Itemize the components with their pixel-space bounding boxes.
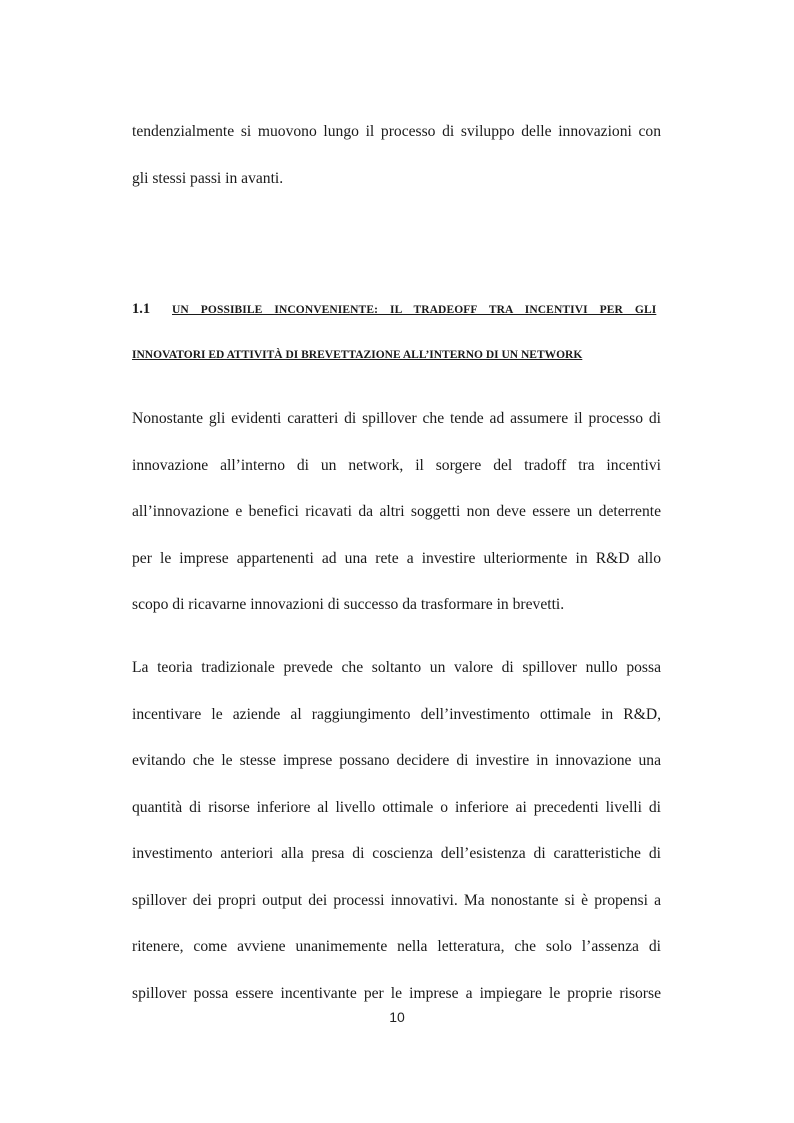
text-line: innovazione all’interno di un network, il sorgere del tradoff tra incentivi xyxy=(132,456,661,474)
page-number: 10 xyxy=(389,1009,405,1025)
text-line: quantità di risorse inferiore al livello ottimale o inferiore ai precedenti livelli di xyxy=(132,798,661,816)
section-number: 1.1 xyxy=(132,301,151,317)
text-line: tendenzialmente si muovono lungo il processo di sviluppo delle innovazioni con xyxy=(132,123,661,140)
text-line: all’innovazione e benefici ricavati da altri soggetti non deve essere un deterrente xyxy=(132,503,661,520)
text-line: spillover possa essere incentivante per le imprese a impiegare le proprie risorse xyxy=(132,984,661,1002)
section-title-line2: INNOVATORI ED ATTIVITÀ DI BREVETTAZIONE ALL’INTERNO DI UN NETWORK xyxy=(132,349,583,361)
body-paragraph-1 xyxy=(132,396,661,629)
text-line: evitando che le stesse imprese possano decidere di investire in innovazione una xyxy=(132,752,661,769)
text-line: Nonostante gli evidenti caratteri di spillover che tende ad assumere il processo di xyxy=(132,410,661,427)
body-paragraph-2 xyxy=(132,645,661,1017)
text-line: investimento anteriori alla presa di coscienza dell’esistenza di caratteristiche di xyxy=(132,845,661,862)
text-line: La teoria tradizionale prevede che soltanto un valore di spillover nullo possa xyxy=(132,659,661,676)
section-title-line1: UN POSSIBILE INCONVENIENTE: IL TRADEOFF TRA INCENTIVI PER GLI xyxy=(172,304,657,316)
text-line: scopo di ricavarne innovazioni di successo da trasformare in brevetti. xyxy=(132,596,565,613)
text-line: spillover dei propri output dei processi innovativi. Ma nonostante si è propensi a xyxy=(132,891,661,909)
text-line: incentivare le aziende al raggiungimento dell’investimento ottimale in R&D, xyxy=(132,705,661,723)
text-line: gli stessi passi in avanti. xyxy=(132,169,284,187)
intro-paragraph xyxy=(132,109,661,202)
section-heading xyxy=(132,286,661,334)
text-line: ritenere, come avviene unanimemente nella letteratura, che solo l’assenza di xyxy=(132,938,661,955)
text-line: per le imprese appartenenti ad una rete a investire ulteriormente in R&D allo xyxy=(132,549,661,567)
